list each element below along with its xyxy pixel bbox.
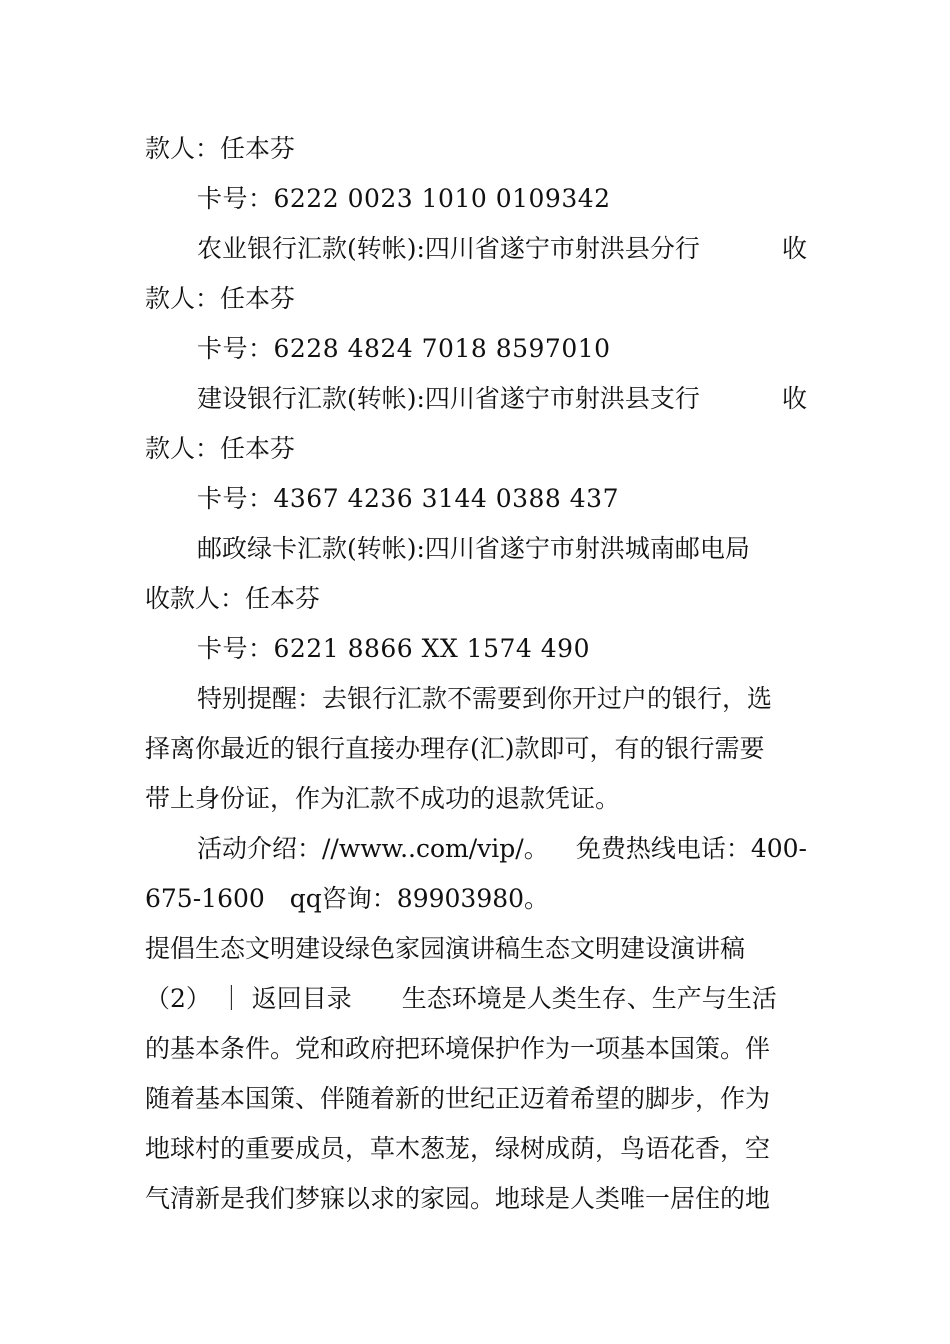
card-number-line: 卡号：6221 8866 XX 1574 490 bbox=[197, 634, 590, 663]
notice-line: 择离你最近的银行直接办理存(汇)款即可，有的银行需要 bbox=[145, 734, 765, 763]
contact-line: 675-1600 qq咨询：89903980。 bbox=[145, 884, 550, 913]
text-line: 收款人：任本芬 bbox=[145, 584, 321, 613]
bank-remit-text: 农业银行汇款(转帐):四川省遂宁市射洪县分行 bbox=[197, 234, 700, 263]
text-line: 款人：任本芬 bbox=[145, 134, 296, 163]
speech-line: 的基本条件。党和政府把环境保护作为一项基本国策。伴 bbox=[145, 1034, 771, 1063]
receiver-prefix: 收 bbox=[781, 234, 807, 263]
text-line: 款人：任本芬 bbox=[145, 284, 296, 313]
card-number-line: 卡号：4367 4236 3144 0388 437 bbox=[197, 484, 619, 513]
bank-remit-line: 邮政绿卡汇款(转帐):四川省遂宁市射洪城南邮电局 bbox=[197, 534, 750, 563]
bank-remit-line bbox=[145, 374, 807, 424]
speech-line: 地球村的重要成员，草木葱茏，绿树成荫，鸟语花香，空 bbox=[145, 1134, 771, 1163]
speech-line: （2） ｜ 返回目录 生态环境是人类生存、生产与生活 bbox=[145, 984, 777, 1013]
card-number-line: 卡号：6228 4824 7018 8597010 bbox=[197, 334, 611, 363]
document-page bbox=[145, 124, 807, 1224]
card-number-line: 卡号：6222 0023 1010 0109342 bbox=[197, 184, 611, 213]
speech-line: 随着基本国策、伴随着新的世纪正迈着希望的脚步，作为 bbox=[145, 1084, 771, 1113]
bank-remit-text: 建设银行汇款(转帐):四川省遂宁市射洪县支行 bbox=[197, 384, 700, 413]
text-line: 款人：任本芬 bbox=[145, 434, 296, 463]
speech-title-line: 提倡生态文明建设绿色家园演讲稿生态文明建设演讲稿 bbox=[145, 934, 746, 963]
activity-url: 活动介绍：//www..com/vip/。 bbox=[197, 834, 549, 863]
notice-line: 带上身份证，作为汇款不成功的退款凭证。 bbox=[145, 784, 621, 813]
receiver-prefix: 收 bbox=[781, 384, 807, 413]
notice-line: 特别提醒：去银行汇款不需要到你开过户的银行，选 bbox=[197, 684, 773, 713]
bank-remit-line bbox=[145, 224, 807, 274]
activity-line bbox=[145, 824, 807, 874]
speech-line: 气清新是我们梦寐以求的家园。地球是人类唯一居住的地 bbox=[145, 1184, 771, 1213]
hotline-text: 免费热线电话：400- bbox=[575, 834, 807, 863]
